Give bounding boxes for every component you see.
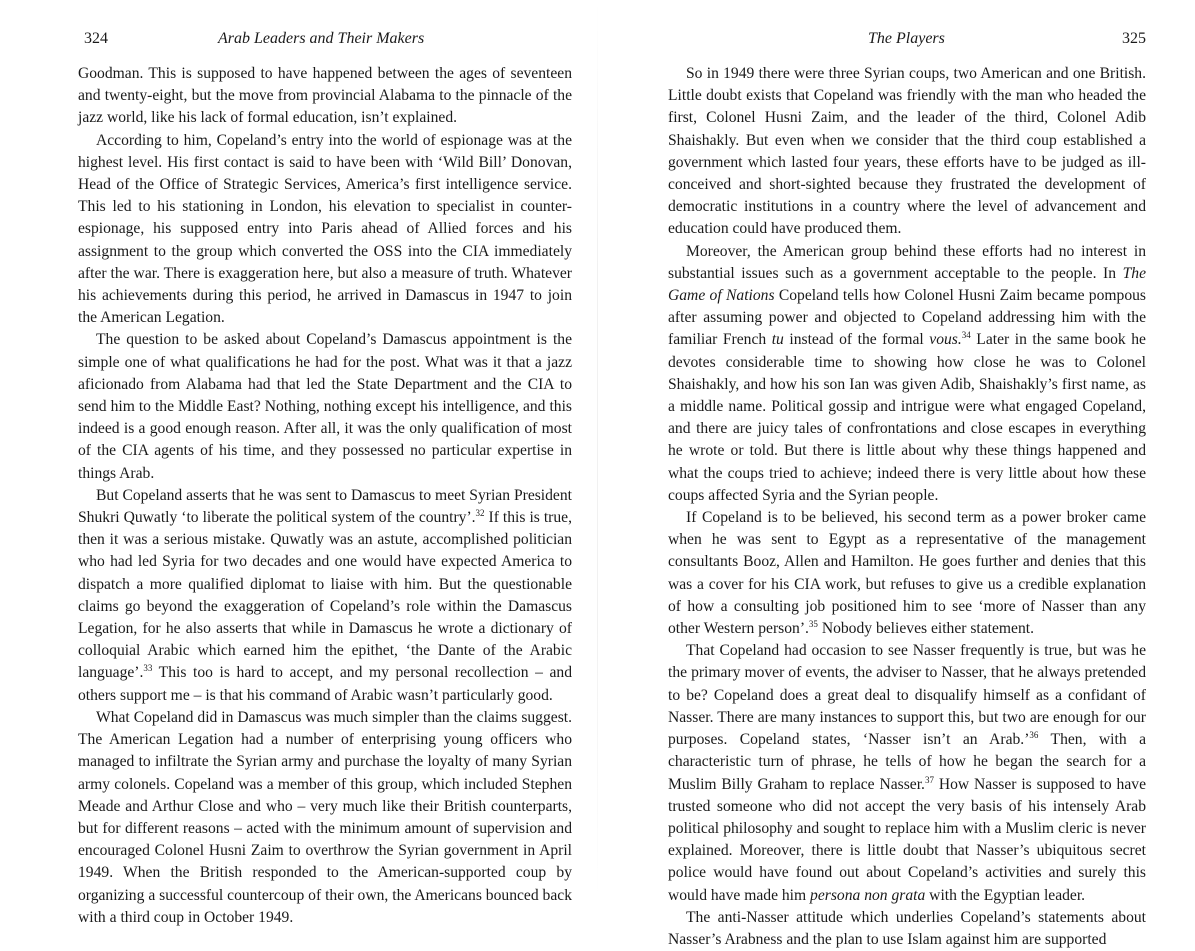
text-run: That Copeland had occasion to see Nasser frequently is true, but was he the primary mover of events, the adviser to Nasser, that he always pretended to be? Copeland does a great deal to disqualify himself as a confidant of Nasser. There are many instances to support this, but two are enough for our purposes. Copeland states, ‘Nasser isn’t an Arab.’ bbox=[668, 642, 1146, 749]
body-paragraph bbox=[668, 63, 1146, 241]
text-run: If Copeland is to be believed, his second term as a power broker came when he was sent to Egypt as a representative of the management consultants Booz, Allen and Hamilton. He goes further and denies that this was a cover for his CIA work, but refuses to give us a credible explanation of how a consulting job positioned him to see ‘more of Nasser than any other Western person’. bbox=[668, 509, 1146, 638]
text-run: Nobody believes either statement. bbox=[817, 620, 1035, 638]
text-run: Later in the same book he devotes considerable time to showing how close he was to Colonel Shaishakly, and how his son Ian was given Adib, Shaishakly’s first name, as a middle name. Political gossip and intrigue were what engaged Copeland, and there are juicy tales of confrontations and close escapes in everything he wrote or told. But there is little about why these things happened and what the coups tried to achieve; indeed there is very little about how these coups affected Syria and the Syrian people. bbox=[668, 331, 1146, 504]
footnote-marker: 33 bbox=[143, 663, 153, 674]
italic-run: tu bbox=[771, 331, 784, 349]
right-page bbox=[668, 0, 1146, 948]
footnote-marker: 35 bbox=[808, 618, 818, 629]
text-run: The anti-Nasser attitude which underlies Copeland’s statements about Nasser’s Arabness and the plan to use Islam against him are supported bbox=[668, 908, 1146, 948]
text-run: instead of the formal bbox=[783, 331, 930, 349]
text-run: But Copeland asserts that he was sent to Damascus to meet Syrian President Shukri Quwatly ‘to liberate the political system of the country’. bbox=[78, 486, 572, 527]
body-paragraph bbox=[668, 241, 1146, 507]
text-run: Then, with a characteristic turn of phrase, he tells of how he began the search for a Muslim Billy Graham to replace Nasser. bbox=[668, 731, 1146, 793]
text-run: So in 1949 there were three Syrian coups, two American and one British. Little doubt exists that Copeland was friendly with the man who headed the first, Colonel Husni Zaim, and the leader of the third, Colonel Adib Shaishakly. But even when we consider that the third coup established a government which lasted four years, these efforts have to be judged as ill-conceived and short-sighted because they frustrated the development of democratic institutions in a country where the level of advancement and education could have produced them. bbox=[668, 65, 1146, 238]
body-paragraph bbox=[78, 329, 572, 484]
body-paragraph bbox=[78, 130, 572, 330]
right-page-body bbox=[668, 63, 1146, 951]
text-run: According to him, Copeland’s entry into the world of espionage was at the highest level. His first contact is said to have been with ‘Wild Bill’ Donovan, Head of the Office of Strategic Services, America’s first intelligence service. This led to his stationing in London, his elevation to specialist in counter-espionage, his supposed entry into Paris ahead of Allied forces and his assignment to the group which converted the OSS into the CIA immediately after the war. There is exaggeration here, but also a measure of truth. Whatever his achievements during this period, he arrived in Damascus in 1947 to join the American Legation. bbox=[78, 131, 572, 327]
body-paragraph bbox=[78, 707, 572, 929]
body-paragraph bbox=[668, 907, 1146, 951]
right-page-number: 325 bbox=[1122, 30, 1146, 47]
footnote-marker: 34 bbox=[961, 330, 971, 341]
footnote-marker: 36 bbox=[1029, 729, 1039, 740]
left-running-head bbox=[78, 30, 572, 52]
body-paragraph bbox=[78, 63, 572, 130]
footnote-marker: 32 bbox=[475, 507, 485, 518]
left-page bbox=[78, 0, 572, 926]
text-run: Moreover, the American group behind these efforts had no interest in substantial issues such as a government acceptable to the people. In bbox=[668, 242, 1146, 282]
body-paragraph bbox=[668, 507, 1146, 640]
text-run: Goodman. This is supposed to have happened between the ages of seventeen and twenty-eight, but the move from provincial Alabama to the pinnacle of the jazz world, like his lack of formal education, isn’t explained. bbox=[78, 65, 572, 127]
text-run: If this is true, then it was a serious mistake. Quwatly was an astute, accomplished politician who had led Syria for two decades and one would have expected America to dispatch a more qualified diplomat to liaise with him. But the questionable claims go beyond the exaggeration of Copeland’s role within the Damascus Legation, for he also asserts that while in Damascus he wrote a dictionary of colloquial Arabic which earned him the epithet, ‘the Dante of the Arabic language’. bbox=[78, 509, 572, 682]
right-running-title: The Players bbox=[868, 30, 945, 47]
page-gutter bbox=[597, 0, 598, 898]
italic-run: persona non grata bbox=[810, 886, 926, 904]
text-run: How Nasser is supposed to have trusted someone who did not accept the very basis of his intensely Arab political philosophy and sought to replace him with a Muslim cleric is never explained. Moreover, there is little doubt that Nasser’s ubiquitous secret police would have found out about Copeland’s activities and surely this would have made him bbox=[668, 775, 1146, 904]
text-run: This too is hard to accept, and my personal recollection – and others support me – is that his command of Arabic wasn’t particularly good. bbox=[78, 664, 572, 704]
text-run: The question to be asked about Copeland’s Damascus appointment is the simple one of what qualifications he had for the post. What was it that a jazz aficionado from Alabama had that led the State Department and the CIA to send him to the Middle East? Nothing, nothing except his intelligence, and this indeed is a good enough reason. After all, it was the only qualification of most of the CIA agents of his time, and they possessed no particular expertise in things Arab. bbox=[78, 331, 572, 482]
body-paragraph bbox=[78, 485, 572, 707]
body-paragraph bbox=[668, 640, 1146, 906]
right-running-head bbox=[668, 30, 1146, 52]
footnote-marker: 37 bbox=[924, 774, 934, 785]
text-run: with the Egyptian leader. bbox=[925, 886, 1086, 904]
left-running-title: Arab Leaders and Their Makers bbox=[218, 30, 425, 47]
left-page-number: 324 bbox=[84, 30, 108, 47]
italic-run: The Game of Nations bbox=[668, 264, 1146, 305]
text-run: What Copeland did in Damascus was much simpler than the claims suggest. The American Legation had a number of enterprising young officers who managed to infiltrate the Syrian army and purchase the loyalty of many Syrian army colonels. Copeland was a member of this group, which included Stephen Meade and Arthur Close and who – very much like their British counterparts, but for different reasons – acted with the minimum amount of supervision and encouraged Colonel Husni Zaim to overthrow the Syrian government in April 1949. When the British responded to the American-supported coup by organizing a successful countercoup of their own, the Americans bounced back with a third coup in October 1949. bbox=[78, 708, 572, 926]
text-run: Copeland tells how Colonel Husni Zaim became pompous after assuming power and objected to Copeland addressing him with the familiar French bbox=[668, 287, 1146, 349]
italic-run: vous. bbox=[929, 331, 962, 349]
left-page-body bbox=[78, 63, 572, 929]
